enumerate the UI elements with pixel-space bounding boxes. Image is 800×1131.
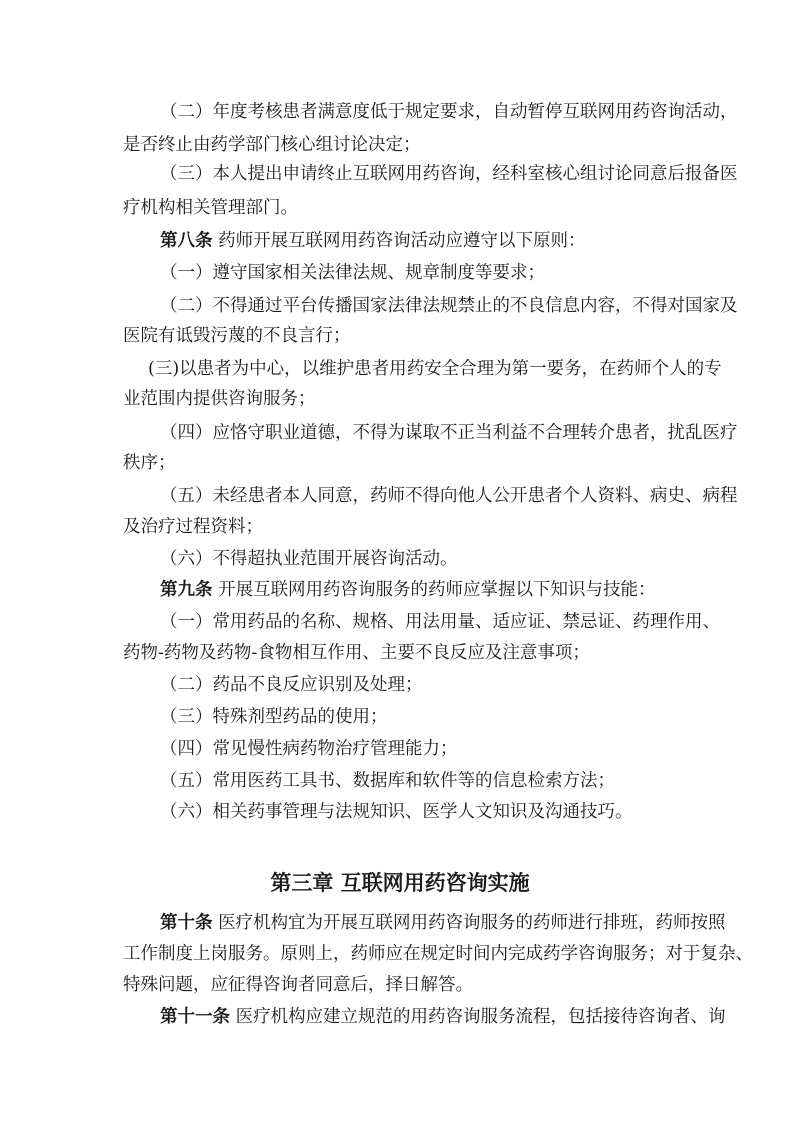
text-line: （三）本人提出申请终止互联网用药咨询，经科室核心组讨论同意后报备医 [160,164,738,184]
text-line: （四）应恪守职业道德，不得为谋取不正当利益不合理转介患者，扰乱医疗 [160,423,738,443]
text-line: （一）遵守国家相关法律法规、规章制度等要求； [160,263,545,283]
article-text: 医疗机构宜为开展互联网用药咨询服务的药师进行排班，药师按照 [212,913,726,933]
text-line: （六）不得超执业范围开展咨询活动。 [160,549,458,569]
article-text: 开展互联网用药咨询服务的药师应掌握以下知识与技能： [212,580,656,600]
article-label: 第八条 [160,231,213,251]
text-line: （三）特殊剂型药品的使用； [160,707,388,727]
text-line: （六）相关药事管理与法规知识、医学人文知识及沟通技巧。 [160,802,633,822]
text-line: 及治疗过程资料； [123,517,263,537]
text-line: （四）常见慢性病药物治疗管理能力； [160,739,458,759]
article-text: 医疗机构应建立规范的用药咨询服务流程，包括接待咨询者、询 [230,1007,726,1027]
text-line: （一）常用药品的名称、规格、用法用量、适应证、禁忌证、药理作用、 [160,612,720,632]
text-line: 特殊问题，应征得咨询者同意后，择日解答。 [123,975,473,995]
article-label: 第九条 [160,580,213,600]
text-line: （五）常用医药工具书、数据库和软件等的信息检索方法； [160,771,615,791]
article-text: 药师开展互联网用药咨询活动应遵守以下原则： [212,231,586,251]
article-label: 第十条 [160,913,213,933]
chapter-title: 第三章 互联网用药咨询实施 [270,871,530,895]
text-line: 是否终止由药学部门核心组讨论决定； [123,135,421,155]
text-line: 秩序； [123,453,176,473]
article-line [160,579,656,601]
text-line: (三)以患者为中心，以维护患者用药安全合理为第一要务，在药师个人的专 [148,359,722,379]
article-label: 第十一条 [160,1007,230,1027]
text-line: （二）年度考核患者满意度低于规定要求，自动暂停互联网用药咨询活动， [160,102,738,122]
text-line: （二）药品不良反应识别及处理； [160,675,423,695]
article-line [160,230,586,252]
text-line: 药物-药物及药物-食物相互作用、主要不良反应及注意事项； [123,643,590,663]
text-line: （二）不得通过平台传播国家法律法规禁止的不良信息内容，不得对国家及 [160,296,738,316]
text-line: 工作制度上岗服务。原则上，药师应在规定时间内完成药学咨询服务；对于复杂、 [123,944,753,964]
article-line [160,912,726,934]
article-line [160,1006,726,1028]
text-line: 疗机构相关管理部门。 [123,198,298,218]
text-line: 业范围内提供咨询服务； [123,389,316,409]
text-line: （五）未经患者本人同意，药师不得向他人公开患者个人资料、病史、病程 [160,486,738,506]
text-line: 医院有诋毁污蔑的不良言行； [123,326,351,346]
